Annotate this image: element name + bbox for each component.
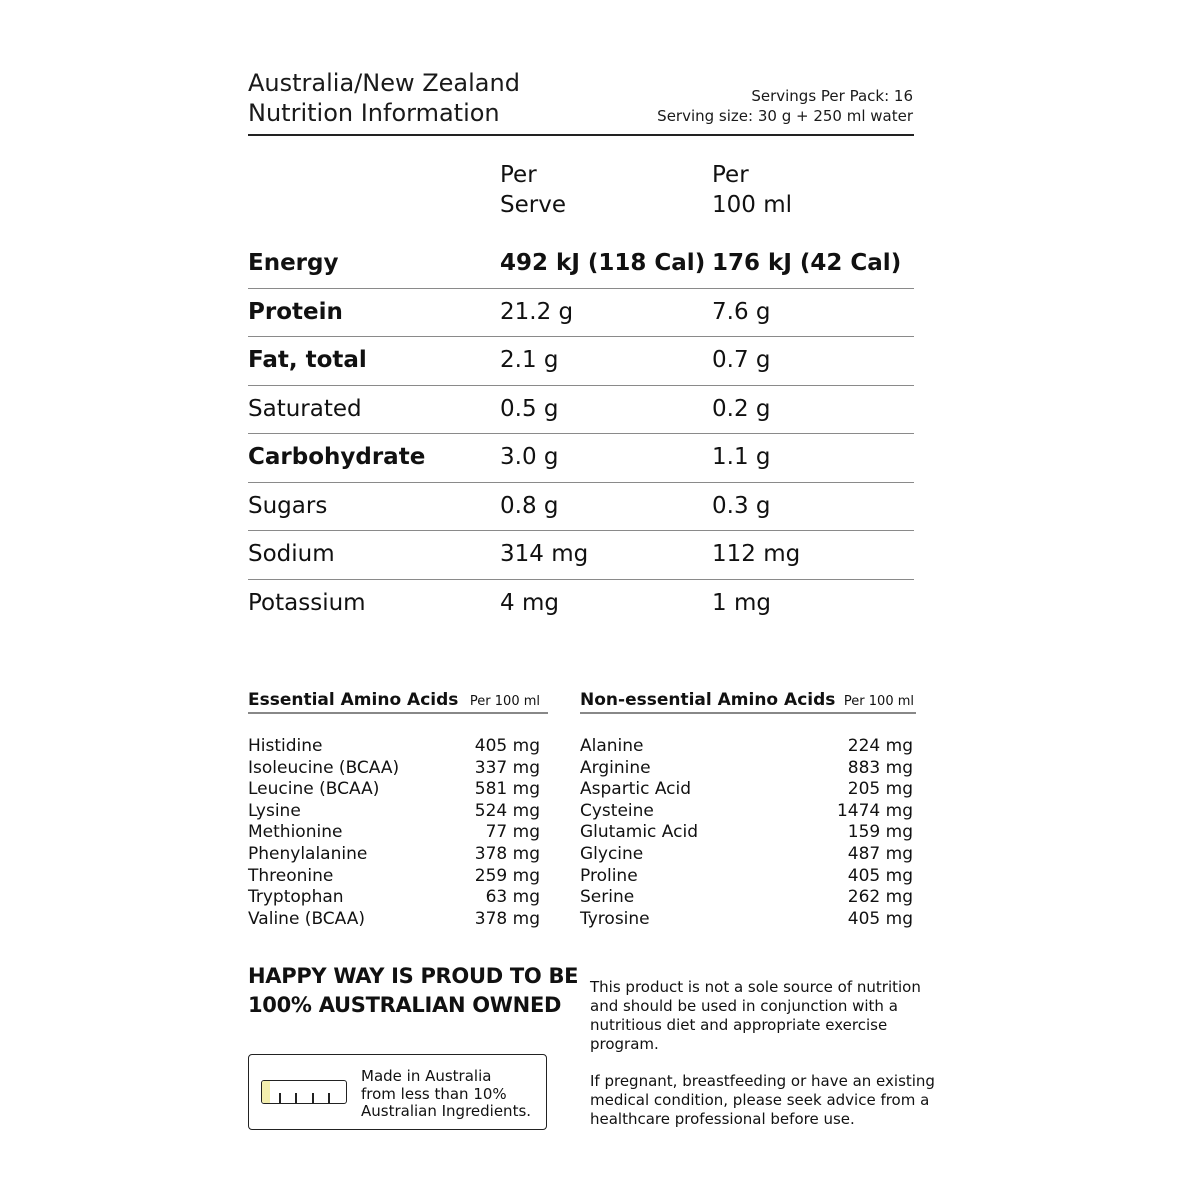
proud-statement (248, 962, 578, 1020)
amino-name: Methionine (248, 822, 343, 843)
amino-value: 378 mg (474, 843, 540, 864)
proud-line-2: 100% AUSTRALIAN OWNED (248, 993, 562, 1017)
amino-name: Phenylalanine (248, 843, 368, 864)
amino-value: 405 mg (847, 865, 913, 886)
disclaimer-line: nutritious diet and appropriate exercise (590, 1016, 888, 1034)
amino-name: Valine (BCAA) (248, 908, 366, 929)
amino-value: 405 mg (474, 736, 540, 756)
servings-per-pack: Servings Per Pack: 16 (751, 87, 913, 105)
list-item (248, 758, 548, 780)
amino-value: 405 mg (847, 908, 913, 929)
row-label: Protein (248, 298, 343, 325)
amino-value: 159 mg (847, 822, 913, 843)
row-label: Carbohydrate (248, 444, 426, 470)
disclaimer-line: and should be used in conjunction with a (590, 997, 898, 1015)
row-per-100ml: 112 mg (712, 541, 801, 567)
amino-name: Aspartic Acid (580, 779, 692, 800)
amino-value: 224 mg (847, 736, 913, 756)
row-per-100ml: 7.6 g (712, 298, 771, 325)
list-item (248, 866, 548, 888)
panel-title (248, 68, 520, 128)
amino-name: Proline (580, 865, 638, 886)
table-row-potassium (248, 580, 914, 628)
title-line-1: Australia/New Zealand (248, 69, 520, 97)
amino-value: 259 mg (474, 865, 540, 886)
amino-value: 1474 mg (836, 800, 913, 821)
amino-name: Glycine (580, 843, 644, 864)
table-row-sodium (248, 531, 914, 580)
row-label: Sodium (248, 541, 335, 567)
list-item (580, 866, 916, 888)
list-item (580, 801, 916, 823)
list-item (580, 758, 916, 780)
row-label: Sugars (248, 492, 328, 519)
amino-name: Threonine (248, 865, 334, 886)
row-label: Fat, total (248, 347, 367, 373)
list-item (580, 736, 916, 758)
made-in-line: from less than 10% (361, 1084, 507, 1103)
made-in-text (361, 1068, 531, 1121)
amino-name: Alanine (580, 736, 644, 756)
disclaimer-line: medical condition, please seek advice from a (590, 1091, 930, 1109)
column-header-line: Serve (500, 192, 566, 218)
row-per-serve: 4 mg (500, 589, 559, 616)
amino-value: 337 mg (474, 757, 540, 778)
table-row-protein (248, 289, 914, 338)
disclaimer-line: This product is not a sole source of nutrition (590, 978, 921, 996)
list-item (248, 779, 548, 801)
gauge-tick (295, 1093, 297, 1103)
row-label: Potassium (248, 589, 366, 616)
list-item (248, 822, 548, 844)
amino-value: 63 mg (485, 887, 540, 908)
list-item (580, 887, 916, 909)
row-per-100ml: 1 mg (712, 589, 771, 616)
list-item (580, 844, 916, 866)
nonessential-amino-title: Non-essential Amino Acids (580, 690, 836, 710)
list-item (580, 822, 916, 844)
essential-amino-unit: Per 100 ml (469, 694, 540, 709)
row-per-serve: 0.8 g (500, 492, 559, 519)
row-per-serve: 3.0 g (500, 444, 559, 470)
serving-size: Serving size: 30 g + 250 ml water (657, 107, 913, 125)
amino-value: 524 mg (474, 800, 540, 821)
table-row-carbohydrate (248, 434, 914, 483)
amino-name: Cysteine (580, 800, 654, 821)
row-per-serve: 314 mg (500, 541, 589, 567)
amino-name: Serine (580, 887, 635, 908)
row-per-100ml: 176 kJ (42 Cal) (712, 250, 902, 276)
column-header-line: Per (500, 162, 537, 188)
list-item (248, 844, 548, 866)
country-of-origin-label (248, 1054, 547, 1130)
amino-value: 378 mg (474, 908, 540, 929)
amino-value: 262 mg (847, 887, 913, 908)
amino-name: Tryptophan (248, 887, 344, 908)
column-header-per-serve (500, 160, 566, 220)
disclaimer-medical (590, 1072, 935, 1129)
nutrition-table (248, 240, 914, 627)
amino-name: Glutamic Acid (580, 822, 698, 843)
amino-name: Leucine (BCAA) (248, 779, 380, 800)
row-per-serve: 0.5 g (500, 395, 559, 422)
amino-name: Tyrosine (580, 908, 650, 929)
amino-value: 205 mg (847, 779, 913, 800)
table-row-sugars (248, 483, 914, 532)
disclaimer-line: If pregnant, breastfeeding or have an existing (590, 1072, 935, 1090)
disclaimer-sole-source (590, 978, 920, 1054)
amino-name: Isoleucine (BCAA) (248, 757, 400, 778)
essential-amino-header (248, 690, 548, 714)
row-per-100ml: 0.2 g (712, 395, 771, 422)
amino-value: 581 mg (474, 779, 540, 800)
list-item (248, 887, 548, 909)
table-row-saturated (248, 386, 914, 435)
amino-name: Arginine (580, 757, 651, 778)
essential-amino-title: Essential Amino Acids (248, 690, 459, 710)
header-divider (248, 134, 914, 136)
nonessential-amino-header (580, 690, 916, 714)
row-label: Saturated (248, 395, 362, 422)
row-per-serve: 492 kJ (118 Cal) (500, 250, 706, 276)
disclaimer-line: program. (590, 1035, 659, 1053)
serving-info (657, 86, 913, 126)
list-item (248, 801, 548, 823)
proud-line-1: HAPPY WAY IS PROUD TO BE (248, 964, 579, 988)
amino-name: Lysine (248, 800, 301, 821)
made-in-line: Made in Australia (361, 1067, 492, 1085)
disclaimer-line: healthcare professional before use. (590, 1110, 855, 1128)
row-per-100ml: 0.7 g (712, 347, 771, 373)
amino-value: 487 mg (847, 843, 913, 864)
column-header-line: Per (712, 162, 749, 188)
row-per-serve: 2.1 g (500, 347, 559, 373)
title-line-2: Nutrition Information (248, 99, 500, 127)
list-item (248, 909, 548, 931)
table-row-energy (248, 240, 914, 289)
list-item (580, 909, 916, 931)
column-header-per-100ml (712, 160, 792, 220)
gauge-tick (328, 1093, 330, 1103)
gauge-tick (279, 1093, 281, 1103)
australian-ingredients-gauge (261, 1080, 347, 1104)
amino-value: 883 mg (847, 757, 913, 778)
made-in-line: Australian Ingredients. (361, 1102, 532, 1120)
gauge-fill (262, 1081, 270, 1103)
row-per-100ml: 1.1 g (712, 444, 771, 470)
column-header-line: 100 ml (712, 192, 793, 218)
nonessential-amino-unit: Per 100 ml (843, 694, 914, 709)
list-item (248, 736, 548, 758)
row-per-serve: 21.2 g (500, 298, 574, 325)
nonessential-amino-list (580, 736, 916, 930)
list-item (580, 779, 916, 801)
row-per-100ml: 0.3 g (712, 492, 771, 519)
essential-amino-table (248, 690, 548, 930)
essential-amino-list (248, 736, 548, 930)
row-label: Energy (248, 250, 339, 276)
amino-value: 77 mg (485, 822, 540, 843)
gauge-tick (312, 1093, 314, 1103)
nonessential-amino-table (580, 690, 916, 930)
amino-name: Histidine (248, 736, 323, 756)
table-row-fat-total (248, 337, 914, 386)
